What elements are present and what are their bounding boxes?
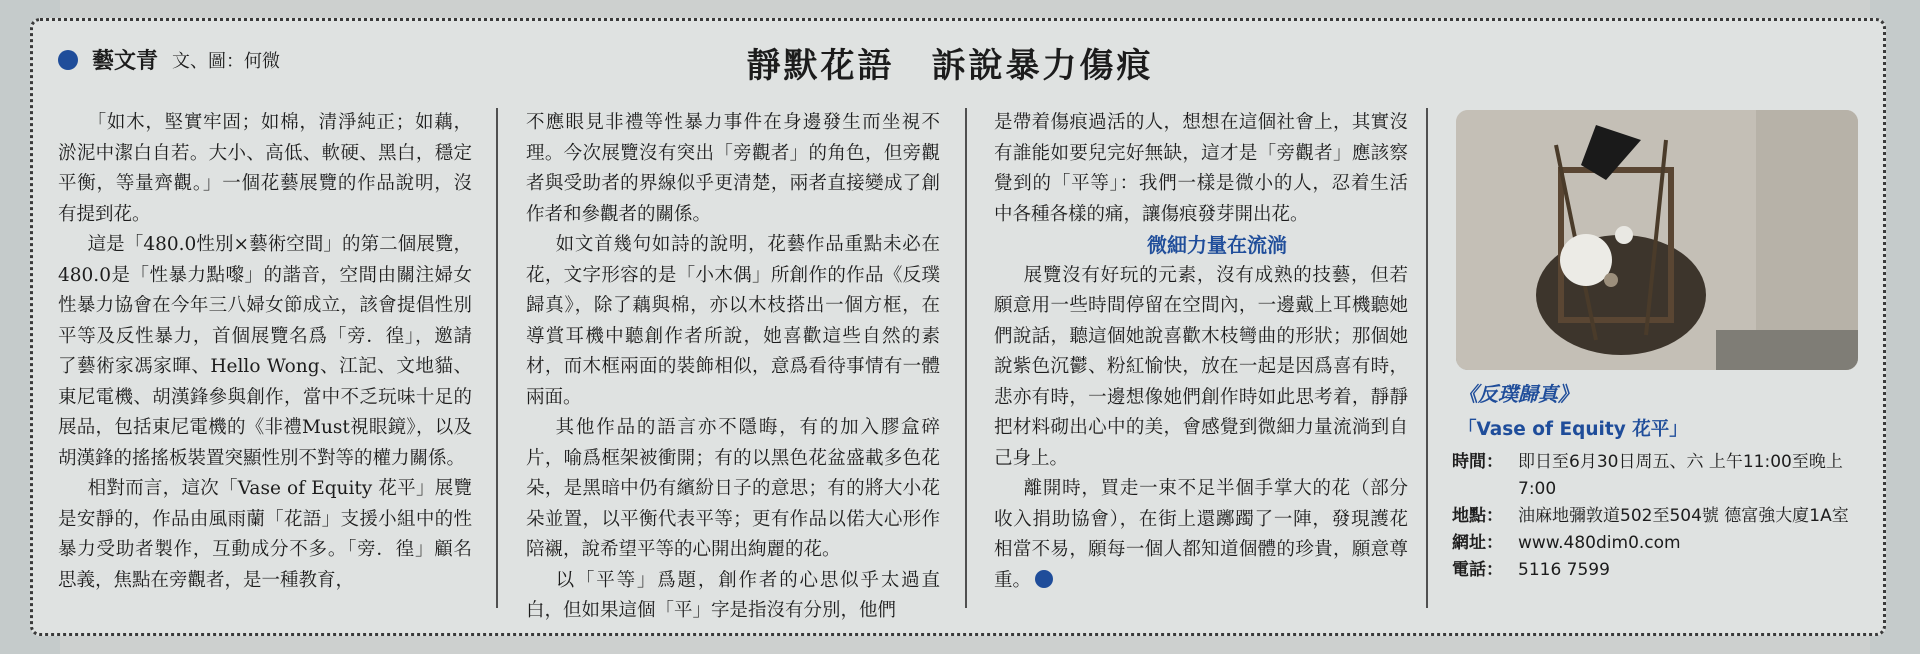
info-label: 電話： [1452, 560, 1503, 580]
paragraph: 「如木，堅實牢固；如棉，清淨純正；如藕，淤泥中潔白自若。大小、高低、軟硬、黑白，穩定平衡，等量齊觀。」一個花藝展覽的作品說明，沒有提到花。 [58, 112, 472, 225]
article-column-3 [994, 108, 1408, 614]
column-divider [1426, 108, 1428, 608]
photo-caption: 《反璞歸真》 [1458, 382, 1578, 406]
paragraph: 不應眼見非禮等性暴力事件在身邊發生而坐視不理。今次展覽沒有突出「旁觀者」的角色，但旁觀者與受助者的界線似乎更清楚，兩者直接變成了創作者和參觀者的關係。 [526, 112, 940, 225]
artwork-photo [1456, 110, 1858, 370]
info-label: 時間： [1452, 452, 1503, 472]
info-row-phone [1452, 557, 1872, 584]
end-mark-icon [1035, 570, 1053, 588]
column-divider [965, 108, 967, 608]
paragraph: 離開時，買走一束不足半個手掌大的花（部分收入捐助協會），在街上還躑躅了一陣，發現護花相當不易，願每一個人都知道個體的珍貴，願意尊重。 [994, 478, 1408, 591]
flower-arrangement-image [1456, 110, 1858, 370]
paragraph: 其他作品的語言亦不隱晦，有的加入膠盒碎片，喻爲框架被衝開；有的以黑色花盆盛載多色花朵，是黑暗中仍有繽紛日子的意思；有的將大小花朵並置，以平衡代表平等；更有作品以偌大心形作陪襯，說希望平等的心開出絢麗的花。 [526, 417, 940, 560]
column-divider [496, 108, 498, 608]
info-row-website [1452, 530, 1872, 557]
paragraph: 是帶着傷痕過活的人，想想在這個社會上，其實沒有誰能如要兒完好無缺，這才是「旁觀者」應該察覺到的「平等」：我們一樣是微小的人，忍着生活中各種各樣的痛，讓傷痕發芽開出花。 [994, 112, 1408, 225]
paragraph: 如文首幾句如詩的說明，花藝作品重點未必在花，文字形容的是「小木偶」所創作的作品《反璞歸真》，除了藕與棉，亦以木枝搭出一個方框，在導賞耳機中聽創作者所說，她喜歡這些自然的素材，而木框兩面的裝飾相似，意爲看待事情有一體兩面。 [526, 234, 940, 408]
paragraph: 這是「480.0性別×藝術空間」的第二個展覽，480.0是「性暴力點嚟」的諧音，空間由關注婦女性暴力協會在今年三八婦女節成立，該會提倡性別平等及反性暴力，首個展覽名爲「旁．徨」，邀請了藝術家馮家暉、Hello Wong、江記、文地貓、東尼電機、胡漢鋒參與創作，當中不乏玩味十足的展品，包括東尼電機的《非禮Must視眼鏡》，以及胡漢鋒的搖搖板裝置突顯性別不對等的權力關係。 [58, 234, 472, 469]
info-label: 網址： [1452, 533, 1503, 553]
column-name: 藝文青 [92, 49, 159, 74]
paragraph: 展覽沒有好玩的元素，沒有成熟的技藝，但若願意用一些時間停留在空間內，一邊戴上耳機聽她們說話，聽這個她說喜歡木枝彎曲的形狀；那個她說紫色沉鬱、粉紅愉快，放在一起是因爲喜有時，悲亦有時，一邊想像她們創作時如此思考着，靜靜把材料砌出心中的美，會感覺到微細力量流淌到自己身上。 [994, 264, 1408, 469]
info-value: 即日至6月30日周五、六 上午11:00至晚上7:00 [1518, 452, 1843, 499]
info-row-time [1452, 449, 1872, 503]
bullet-dot-icon [58, 50, 78, 70]
info-value: www.480dim0.com [1518, 533, 1681, 553]
info-label: 地點： [1452, 506, 1503, 526]
event-info-box [1452, 416, 1872, 584]
info-row-venue [1452, 503, 1872, 530]
paragraph: 以「平等」爲題，創作者的心思似乎太過直白，但如果這個「平」字是指沒有分別，他們 [526, 569, 940, 621]
author-credit: 文、圖：何微 [172, 50, 281, 72]
subheading: 微細力量在流淌 [1147, 233, 1287, 257]
info-value: 5116 7599 [1518, 560, 1610, 580]
paragraph: 相對而言，這次「Vase of Equity 花平」展覽是安靜的，作品由風雨蘭「花語」支援小組中的性暴力受助者製作，互動成分不多。「旁．徨」顧名思義，焦點在旁觀者，是一種教育， [58, 478, 472, 591]
headline: 靜默花語 訴說暴力傷痕 [746, 46, 1154, 86]
article-column-2 [526, 108, 940, 621]
article-column-1 [58, 108, 472, 614]
info-value: 油麻地彌敦道502至504號 德富強大廈1A室 [1518, 506, 1849, 526]
event-title: 「Vase of Equity 花平」 [1458, 419, 1688, 440]
byline [58, 44, 280, 75]
